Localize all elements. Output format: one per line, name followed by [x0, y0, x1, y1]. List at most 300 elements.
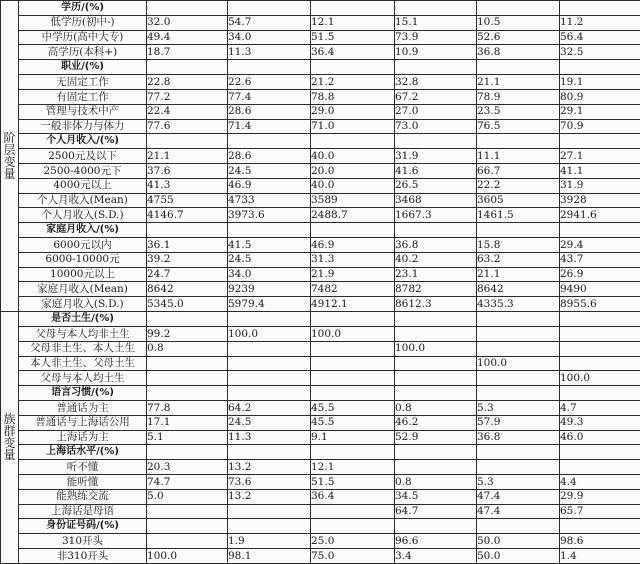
- value-cell: 27.0: [395, 104, 477, 119]
- value-cell: [147, 134, 228, 149]
- value-cell: 34.0: [228, 267, 311, 282]
- value-cell: [311, 519, 395, 534]
- value-cell: 23.5: [477, 104, 560, 119]
- value-cell: 5.3: [477, 475, 560, 490]
- value-cell: [560, 386, 640, 401]
- value-cell: 24.5: [228, 415, 311, 430]
- value-cell: 51.5: [311, 475, 395, 490]
- value-cell: 75.0: [311, 549, 395, 564]
- value-cell: 7482: [311, 282, 395, 297]
- value-cell: 8782: [395, 282, 477, 297]
- value-cell: 37.6: [147, 163, 228, 178]
- value-cell: [228, 504, 311, 519]
- value-cell: [311, 134, 395, 149]
- value-cell: 5345.0: [147, 297, 228, 312]
- value-cell: [477, 1, 560, 16]
- value-cell: 28.6: [228, 149, 311, 164]
- value-cell: [147, 504, 228, 519]
- value-cell: 100.0: [560, 371, 640, 386]
- value-cell: [395, 1, 477, 16]
- value-cell: 74.7: [147, 475, 228, 490]
- value-cell: 57.9: [477, 415, 560, 430]
- value-cell: 56.4: [560, 30, 640, 45]
- value-cell: 27.1: [560, 149, 640, 164]
- table-row: [1, 282, 640, 297]
- value-cell: 41.1: [560, 163, 640, 178]
- value-cell: [477, 223, 560, 238]
- value-cell: 52.6: [477, 30, 560, 45]
- value-cell: [311, 341, 395, 356]
- value-cell: 45.5: [311, 415, 395, 430]
- value-cell: [147, 223, 228, 238]
- row-label: 普通话与上海话公用: [19, 415, 147, 430]
- value-cell: 15.8: [477, 238, 560, 253]
- value-cell: 8642: [147, 282, 228, 297]
- value-cell: 28.6: [228, 104, 311, 119]
- table-row: [1, 208, 640, 223]
- section-row: [1, 60, 640, 75]
- row-label: 4000元以上: [19, 178, 147, 193]
- value-cell: 15.1: [395, 15, 477, 30]
- value-cell: 67.2: [395, 89, 477, 104]
- value-cell: 22.2: [477, 178, 560, 193]
- table-row: [1, 178, 640, 193]
- table-row: [1, 267, 640, 282]
- value-cell: [147, 386, 228, 401]
- row-label: 父母非土生、本人土生: [19, 341, 147, 356]
- value-cell: 12.1: [311, 15, 395, 30]
- row-label: 310开头: [19, 534, 147, 549]
- row-label: 非310开头: [19, 549, 147, 564]
- table-row: [1, 326, 640, 341]
- value-cell: [147, 445, 228, 460]
- value-cell: 19.1: [560, 75, 640, 90]
- value-cell: 3605: [477, 193, 560, 208]
- value-cell: 21.9: [311, 267, 395, 282]
- row-label: 能听懂: [19, 475, 147, 490]
- table-row: [1, 119, 640, 134]
- value-cell: [311, 1, 395, 16]
- value-cell: [560, 1, 640, 16]
- value-cell: [477, 326, 560, 341]
- section-label: 个人月收入/(%): [19, 134, 147, 149]
- value-cell: 64.7: [395, 504, 477, 519]
- value-cell: [560, 356, 640, 371]
- value-cell: 18.7: [147, 45, 228, 60]
- value-cell: [477, 460, 560, 475]
- value-cell: [560, 60, 640, 75]
- value-cell: 46.9: [311, 238, 395, 253]
- value-cell: 0.8: [395, 475, 477, 490]
- value-cell: 3973.6: [228, 208, 311, 223]
- value-cell: 73.6: [228, 475, 311, 490]
- row-label: 父母与本人均土生: [19, 371, 147, 386]
- section-row: [1, 386, 640, 401]
- value-cell: 73.0: [395, 119, 477, 134]
- value-cell: 4755: [147, 193, 228, 208]
- value-cell: [147, 312, 228, 327]
- table-row: [1, 297, 640, 312]
- row-label: 2500-4000元下: [19, 163, 147, 178]
- row-label: 有固定工作: [19, 89, 147, 104]
- value-cell: [395, 134, 477, 149]
- value-cell: 12.1: [311, 460, 395, 475]
- value-cell: [395, 445, 477, 460]
- value-cell: 100.0: [477, 356, 560, 371]
- value-cell: [311, 356, 395, 371]
- value-cell: 36.8: [477, 430, 560, 445]
- value-cell: 3928: [560, 193, 640, 208]
- value-cell: 20.3: [147, 460, 228, 475]
- value-cell: 41.3: [147, 178, 228, 193]
- value-cell: 100.0: [395, 341, 477, 356]
- value-cell: 99.2: [147, 326, 228, 341]
- value-cell: 71.0: [311, 119, 395, 134]
- row-label: 家庭月收入(Mean): [19, 282, 147, 297]
- value-cell: [228, 386, 311, 401]
- value-cell: [311, 504, 395, 519]
- value-cell: 50.0: [477, 534, 560, 549]
- value-cell: [311, 445, 395, 460]
- value-cell: 11.3: [228, 430, 311, 445]
- value-cell: 26.9: [560, 267, 640, 282]
- value-cell: 49.4: [147, 30, 228, 45]
- table-row: [1, 460, 640, 475]
- row-label: 听不懂: [19, 460, 147, 475]
- value-cell: [395, 460, 477, 475]
- value-cell: 2941.6: [560, 208, 640, 223]
- value-cell: 52.9: [395, 430, 477, 445]
- value-cell: 29.0: [311, 104, 395, 119]
- value-cell: 4146.7: [147, 208, 228, 223]
- value-cell: [311, 60, 395, 75]
- table-row: [1, 75, 640, 90]
- value-cell: 100.0: [147, 549, 228, 564]
- value-cell: 13.2: [228, 489, 311, 504]
- value-cell: 73.9: [395, 30, 477, 45]
- value-cell: [477, 134, 560, 149]
- row-label: 6000-10000元: [19, 252, 147, 267]
- value-cell: 31.9: [560, 178, 640, 193]
- value-cell: [560, 460, 640, 475]
- value-cell: 32.8: [395, 75, 477, 90]
- value-cell: 100.0: [228, 326, 311, 341]
- value-cell: 2488.7: [311, 208, 395, 223]
- value-cell: [228, 341, 311, 356]
- value-cell: [477, 519, 560, 534]
- value-cell: 71.4: [228, 119, 311, 134]
- value-cell: [395, 519, 477, 534]
- value-cell: 47.4: [477, 489, 560, 504]
- value-cell: 66.7: [477, 163, 560, 178]
- row-label: 管理与技术中产: [19, 104, 147, 119]
- section-label: 是否土生/(%): [19, 312, 147, 327]
- value-cell: 63.2: [477, 252, 560, 267]
- table-row: [1, 356, 640, 371]
- value-cell: 8642: [477, 282, 560, 297]
- value-cell: 11.3: [228, 45, 311, 60]
- value-cell: [228, 223, 311, 238]
- value-cell: [147, 534, 228, 549]
- table-row: [1, 15, 640, 30]
- value-cell: 22.4: [147, 104, 228, 119]
- value-cell: 8955.6: [560, 297, 640, 312]
- table-row: [1, 193, 640, 208]
- value-cell: 23.1: [395, 267, 477, 282]
- section-row: [1, 134, 640, 149]
- row-label: 上海话是母语: [19, 504, 147, 519]
- value-cell: 5.3: [477, 400, 560, 415]
- value-cell: 32.0: [147, 15, 228, 30]
- row-label: 高学历(本科+): [19, 45, 147, 60]
- value-cell: [228, 371, 311, 386]
- value-cell: [477, 371, 560, 386]
- value-cell: 26.5: [395, 178, 477, 193]
- value-cell: [395, 60, 477, 75]
- section-label: 学历/(%): [19, 1, 147, 16]
- row-label: 能熟练交流: [19, 489, 147, 504]
- table-row: [1, 415, 640, 430]
- value-cell: 4.4: [560, 475, 640, 490]
- value-cell: 36.4: [311, 489, 395, 504]
- row-label: 中学历(高中大专): [19, 30, 147, 45]
- value-cell: [147, 519, 228, 534]
- value-cell: [311, 312, 395, 327]
- value-cell: 80.9: [560, 89, 640, 104]
- row-label: 家庭月收入(S.D.): [19, 297, 147, 312]
- value-cell: 9239: [228, 282, 311, 297]
- value-cell: 34.0: [228, 30, 311, 45]
- row-label: 10000元以上: [19, 267, 147, 282]
- value-cell: [395, 326, 477, 341]
- value-cell: 49.3: [560, 415, 640, 430]
- value-cell: 5.0: [147, 489, 228, 504]
- row-label: 本人非土生、父母土生: [19, 356, 147, 371]
- value-cell: 43.7: [560, 252, 640, 267]
- value-cell: 29.1: [560, 104, 640, 119]
- value-cell: 25.0: [311, 534, 395, 549]
- value-cell: 1461.5: [477, 208, 560, 223]
- value-cell: 36.1: [147, 238, 228, 253]
- section-label: 上海话水平/(%): [19, 445, 147, 460]
- table-row: [1, 489, 640, 504]
- value-cell: 0.8: [395, 400, 477, 415]
- value-cell: [228, 1, 311, 16]
- value-cell: 39.2: [147, 252, 228, 267]
- row-label: 2500元及以下: [19, 149, 147, 164]
- value-cell: [395, 371, 477, 386]
- value-cell: 4733: [228, 193, 311, 208]
- value-cell: 10.5: [477, 15, 560, 30]
- value-cell: 8612.3: [395, 297, 477, 312]
- value-cell: 1.4: [560, 549, 640, 564]
- value-cell: 24.5: [228, 163, 311, 178]
- value-cell: [477, 312, 560, 327]
- value-cell: 5979.4: [228, 297, 311, 312]
- value-cell: [311, 386, 395, 401]
- row-label: 普通话为主: [19, 400, 147, 415]
- row-label: 无固定工作: [19, 75, 147, 90]
- value-cell: 24.7: [147, 267, 228, 282]
- value-cell: 17.1: [147, 415, 228, 430]
- value-cell: 77.4: [228, 89, 311, 104]
- value-cell: 36.4: [311, 45, 395, 60]
- value-cell: 70.9: [560, 119, 640, 134]
- value-cell: 4912.1: [311, 297, 395, 312]
- section-row: [1, 445, 640, 460]
- value-cell: [311, 371, 395, 386]
- table-row: [1, 504, 640, 519]
- table-row: [1, 549, 640, 564]
- value-cell: 50.0: [477, 549, 560, 564]
- value-cell: 98.1: [228, 549, 311, 564]
- table-row: [1, 430, 640, 445]
- value-cell: 0.8: [147, 341, 228, 356]
- row-label: 6000元以内: [19, 238, 147, 253]
- value-cell: 31.9: [395, 149, 477, 164]
- section-label: 家庭月收入/(%): [19, 223, 147, 238]
- value-cell: 29.4: [560, 238, 640, 253]
- value-cell: [147, 371, 228, 386]
- value-cell: [560, 312, 640, 327]
- value-cell: 46.2: [395, 415, 477, 430]
- value-cell: [228, 519, 311, 534]
- value-cell: 29.9: [560, 489, 640, 504]
- value-cell: 21.1: [477, 267, 560, 282]
- value-cell: [395, 356, 477, 371]
- value-cell: 78.9: [477, 89, 560, 104]
- table-row: [1, 104, 640, 119]
- value-cell: 65.7: [560, 504, 640, 519]
- table-row: [1, 238, 640, 253]
- value-cell: [228, 445, 311, 460]
- value-cell: 45.5: [311, 400, 395, 415]
- value-cell: [311, 223, 395, 238]
- value-cell: 41.6: [395, 163, 477, 178]
- value-cell: 54.7: [228, 15, 311, 30]
- value-cell: [228, 134, 311, 149]
- value-cell: 40.0: [311, 149, 395, 164]
- value-cell: 20.0: [311, 163, 395, 178]
- value-cell: [560, 341, 640, 356]
- value-cell: [147, 1, 228, 16]
- table-row: [1, 89, 640, 104]
- table-row: [1, 534, 640, 549]
- value-cell: 3.4: [395, 549, 477, 564]
- value-cell: [560, 326, 640, 341]
- value-cell: 46.9: [228, 178, 311, 193]
- value-cell: 4335.3: [477, 297, 560, 312]
- table-row: [1, 252, 640, 267]
- value-cell: 11.1: [477, 149, 560, 164]
- table-body: [1, 1, 640, 564]
- value-cell: 31.3: [311, 252, 395, 267]
- row-label: 上海话为主: [19, 430, 147, 445]
- value-cell: [477, 341, 560, 356]
- value-cell: 24.5: [228, 252, 311, 267]
- value-cell: [477, 386, 560, 401]
- value-cell: [477, 445, 560, 460]
- value-cell: 1.9: [228, 534, 311, 549]
- value-cell: [477, 60, 560, 75]
- value-cell: 40.0: [311, 178, 395, 193]
- table-row: [1, 341, 640, 356]
- value-cell: 10.9: [395, 45, 477, 60]
- table-row: [1, 45, 640, 60]
- section-label: 职业/(%): [19, 60, 147, 75]
- row-label: 个人月收入(Mean): [19, 193, 147, 208]
- value-cell: 21.1: [477, 75, 560, 90]
- value-cell: 78.8: [311, 89, 395, 104]
- value-cell: 3468: [395, 193, 477, 208]
- section-row: [1, 519, 640, 534]
- value-cell: [395, 386, 477, 401]
- table-row: [1, 371, 640, 386]
- section-label: 身份证号码/(%): [19, 519, 147, 534]
- value-cell: 3589: [311, 193, 395, 208]
- value-cell: 22.6: [228, 75, 311, 90]
- value-cell: 11.2: [560, 15, 640, 30]
- table-row: [1, 30, 640, 45]
- value-cell: 9.1: [311, 430, 395, 445]
- value-cell: 98.6: [560, 534, 640, 549]
- value-cell: 36.8: [395, 238, 477, 253]
- value-cell: 64.2: [228, 400, 311, 415]
- value-cell: [560, 445, 640, 460]
- value-cell: 36.8: [477, 45, 560, 60]
- value-cell: 41.5: [228, 238, 311, 253]
- value-cell: 51.5: [311, 30, 395, 45]
- value-cell: [147, 60, 228, 75]
- value-cell: 77.8: [147, 400, 228, 415]
- value-cell: [560, 134, 640, 149]
- table-row: [1, 400, 640, 415]
- section-row: [1, 1, 640, 16]
- value-cell: [228, 356, 311, 371]
- row-label: 低学历(初中-): [19, 15, 147, 30]
- value-cell: 9490: [560, 282, 640, 297]
- group-label: 族 群 变 量: [1, 312, 19, 564]
- value-cell: 100.0: [311, 326, 395, 341]
- value-cell: 47.4: [477, 504, 560, 519]
- value-cell: 22.8: [147, 75, 228, 90]
- value-cell: [228, 60, 311, 75]
- value-cell: 77.2: [147, 89, 228, 104]
- row-label: 父母与本人均非土生: [19, 326, 147, 341]
- value-cell: 77.6: [147, 119, 228, 134]
- section-label: 语言习惯/(%): [19, 386, 147, 401]
- value-cell: 13.2: [228, 460, 311, 475]
- table-row: [1, 149, 640, 164]
- value-cell: 34.5: [395, 489, 477, 504]
- value-cell: 4.7: [560, 400, 640, 415]
- group-label: 阶 层 变 量: [1, 1, 19, 312]
- value-cell: 96.6: [395, 534, 477, 549]
- value-cell: 40.2: [395, 252, 477, 267]
- value-cell: [395, 312, 477, 327]
- value-cell: [560, 223, 640, 238]
- value-cell: 32.5: [560, 45, 640, 60]
- value-cell: 21.2: [311, 75, 395, 90]
- row-label: 个人月收入(S.D.): [19, 208, 147, 223]
- value-cell: [228, 312, 311, 327]
- value-cell: 21.1: [147, 149, 228, 164]
- row-label: 一般非体力与体力: [19, 119, 147, 134]
- table-row: [1, 163, 640, 178]
- value-cell: 5.1: [147, 430, 228, 445]
- table-row: [1, 475, 640, 490]
- section-row: [1, 223, 640, 238]
